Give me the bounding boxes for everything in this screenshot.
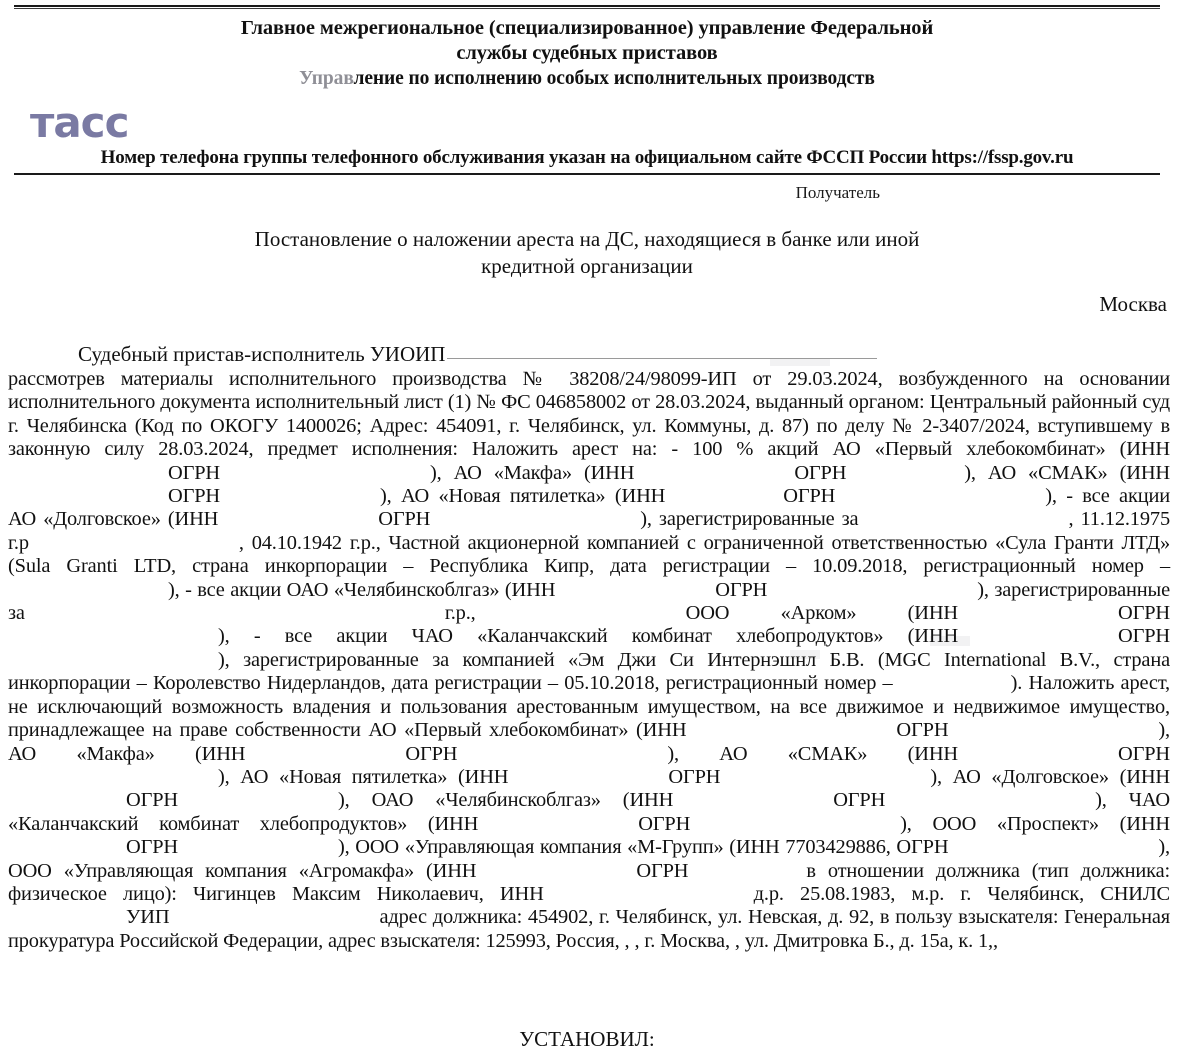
debtor-name: Чигинцев Максим Николаевич — [193, 882, 479, 905]
mgrupp-inn-value: 7703429886 — [785, 836, 886, 859]
body-seg-chao-2: ), ЧАО «Каланчакский комбинат хлебопродуктов» (ИНН — [8, 789, 1171, 835]
document-body — [8, 368, 1170, 953]
body-seg-chao: ), - все акции ЧАО «Каланчакский комбинат хлебопродуктов» (ИНН — [218, 625, 959, 648]
body-seg-writ-from: от — [626, 391, 656, 414]
ogrn-label: ОГРН — [405, 742, 458, 765]
ogrn-label: ОГРН — [668, 765, 721, 788]
recipient-label: Получатель — [795, 183, 880, 202]
body-seg-smak: ), АО «СМАК» (ИНН — [964, 461, 1170, 484]
body-seg-mgrupp-tail: , ОГРН — [885, 836, 949, 859]
ogrn-label: ОГРН — [168, 461, 220, 484]
body-seg-intro: рассмотрев материалы исполнительного производства № — [8, 368, 570, 390]
document-title-line-2: кредитной организации — [481, 254, 693, 278]
ogrn-label: ОГРН — [715, 578, 768, 601]
document-title-line-1: Постановление о наложении ареста на ДС, находящиеся в банке или иной — [254, 227, 920, 251]
header-top-rule — [14, 5, 1160, 9]
ogrn-label: ОГРН — [1118, 742, 1170, 765]
document-title — [14, 226, 1160, 280]
body-seg-sula-tail: ), - все акции ОАО «Челябинскоблгаз» (ИНН — [168, 578, 556, 601]
body-seg-registered-for-2: ), зарегистрированные за — [8, 578, 1170, 625]
writ-date: 28.03.2024 — [655, 391, 746, 414]
ogrn-label: ОГРН — [833, 789, 886, 812]
court-case-number: 2-3407/2024 — [922, 414, 1025, 437]
ogrn-label: ОГРН — [126, 789, 178, 812]
ogrn-label: ОГРН — [783, 485, 836, 508]
writ-number: ФС 046858002 — [501, 391, 627, 414]
ogrn-label: ОГРН — [896, 719, 949, 742]
body-seg-sula: Частной акционерной компанией с ограниченной ответственностью «Сула Гранти ЛТД» (Sula Granti LTD, страна инкорпорации – Республика Кипр, дата регистрации – 10.09.2018, регистрационный номер – — [8, 531, 1170, 578]
body-seg-mgc: ), зарегистрированные за компанией «Эм Джи Си Интернэшнл Б.В. (MGC International B.V., страна инкорпорации – Королевство Нидерландов, дата регистрации – 05.10.2018, регистрационный номер – — [8, 648, 1170, 695]
body-seg-debtor-address: адрес должника: 454902, г. Челябинск, ул. Невская, д. 92, в пользу взыскателя: — [379, 906, 1065, 929]
person-dob-2: , 04.10.1942 г.р., — [238, 531, 381, 554]
debtor-dob: д.р. 25.08.1983 — [753, 882, 891, 905]
phone-service-notice: Номер телефона группы телефонного обслуживания указан на официальном сайте ФССП России https://fssp.gov.ru — [100, 147, 1074, 168]
phone-notice-rule — [14, 173, 1160, 175]
case-date: 29.03.2024 — [787, 368, 878, 390]
body-seg-agromakfa: ), ООО «Управляющая компания «Агромакфа» (ИНН — [8, 836, 1170, 882]
letterhead-line-2: службы судебных приставов — [456, 42, 718, 64]
body-seg-dolgovskoe: ), - все акции АО «Долговское» (ИНН — [8, 485, 1170, 531]
ogrn-label: ОГРН — [126, 836, 178, 859]
body-seg-smak-2: ), АО «СМАК» (ИНН — [667, 742, 959, 765]
body-seg-court: , выданный органом: Центральный районный суд г. Челябинска (Код по ОКОГУ — [8, 391, 1170, 437]
body-seg-makfa-2: ), АО «Макфа» (ИНН — [8, 719, 1170, 765]
body-seg-arrest: ). Наложить арест, не исключающий возможность владения и пользования арестованным имуществом, на все движимое и недвижимое имущество, принадлежащее на праве собственности АО «Первый хлебокомбинат» (ИНН — [8, 672, 1170, 742]
body-seg-subject: , предмет исполнения: Наложить арест на: - 100 % акций АО «Первый хлебокомбинат» (ИНН — [248, 438, 1170, 461]
ogrn-label: ОГРН — [1118, 625, 1170, 648]
letterhead-line-3-faded: Управ — [299, 68, 354, 89]
ogrn-label: ОГРН — [636, 859, 689, 882]
letterhead — [14, 16, 1160, 91]
body-seg-pyatiletka: ), АО «Новая пятилетка» (ИНН — [379, 485, 666, 508]
gr-label: г.р., — [444, 602, 476, 625]
ogrn-label: ОГРН — [1118, 602, 1170, 625]
body-seg-from: от — [736, 368, 788, 390]
body-seg-mgrupp: ), ООО «Управляющая компания «М-Групп» (ИНН — [337, 836, 786, 859]
bailiff-line — [78, 341, 877, 368]
body-seg-dolgovskoe-2: ), АО «Долговское» (ИНН — [930, 765, 1171, 788]
body-seg-arkom: ООО «Арком» (ИНН — [685, 602, 959, 625]
body-seg-claimant-address: , адрес взыскателя: 125993, Россия, , , г. Москва, , ул. Дмитровка Б., д. 15а, к. 1,, — [318, 929, 998, 952]
city-label: Москва — [1099, 292, 1167, 316]
uip-label: УИП — [126, 906, 170, 929]
legal-force-date: 28.03.2024 — [158, 438, 249, 461]
ogrn-label: ОГРН — [168, 485, 220, 508]
okogu-code: 1400026 — [285, 414, 357, 437]
body-seg-force: , вступившему в законную силу — [8, 414, 1171, 461]
bailiff-label: Судебный пристав-исполнитель УИОИП — [78, 342, 446, 366]
body-seg-makfa: ), АО «Макфа» (ИНН — [429, 461, 635, 484]
ustanovil-heading: УСТАНОВИЛ: — [519, 1027, 655, 1051]
letterhead-line-1: Главное межрегиональное (специализированное) управление Федеральной — [240, 17, 934, 39]
bailiff-name-redaction-rule — [447, 358, 877, 359]
body-seg-prospekt: ), ООО «Проспект» (ИНН — [900, 812, 1170, 835]
body-seg-address: ; Адрес: 454091, г. Челябинск, ул. Коммуны, д. 87) по делу № — [356, 414, 923, 437]
letterhead-line-3 — [14, 66, 1160, 91]
body-seg-registered-for: ), зарегистрированные за — [640, 508, 859, 531]
claimant-name: Генеральная прокуратура Российской Федерации — [8, 906, 1170, 952]
person-dob-1: , 11.12.1975 г.р — [8, 508, 1170, 554]
tass-watermark-logo: тасс — [30, 98, 129, 147]
ogrn-label: ОГРН — [378, 508, 431, 531]
case-number: 38208/24/98099-ИП — [569, 368, 737, 390]
body-seg-oblgaz-2: ), ОАО «Челябинскоблгаз» (ИНН — [337, 789, 674, 812]
body-paragraph — [8, 368, 1170, 953]
body-seg-basis: , возбужденного на основании исполнительного документа исполнительный лист (1) № — [8, 368, 1170, 414]
ogrn-label: ОГРН — [638, 812, 691, 835]
letterhead-line-3-rest: ление по исполнению особых исполнительных производств — [353, 68, 875, 89]
body-seg-in-respect: в отношении должника (тип должника: физическое лицо): — [8, 859, 1171, 905]
body-seg-birthplace: , м.р. г. Челябинск, СНИЛС — [890, 882, 1170, 905]
body-seg-debtor-inn: , ИНН — [478, 882, 544, 905]
body-seg-pyatiletka-2: ), АО «Новая пятилетка» (ИНН — [218, 765, 509, 788]
ogrn-label: ОГРН — [794, 461, 847, 484]
